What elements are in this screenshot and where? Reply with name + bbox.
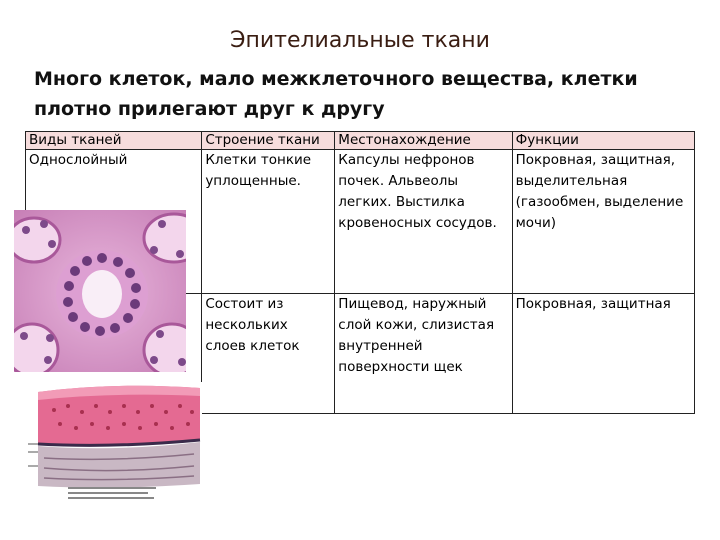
cell-type: Однослойный (26, 150, 202, 294)
lead-text: Много клеток, мало межклеточного вещества, клетки плотно прилегают друг к другу (34, 68, 638, 120)
cell-location: Пищевод, наружный слой кожи, слизистая внутренней поверхности щек (335, 294, 512, 414)
cell-structure: Клетки тонкие уплощенные. (202, 150, 335, 294)
cell-location: Капсулы нефронов почек. Альвеолы легких. Выстилка кровеносных сосудов. (335, 150, 512, 294)
cell-functions: Покровная, защитная, выделительная (газообмен, выделение мочи) (512, 150, 694, 294)
header-cell-functions: Функции (512, 132, 694, 150)
cell-functions: Покровная, защитная (512, 294, 694, 414)
single-layer-epithelium-image (14, 210, 186, 372)
table-header-row (26, 132, 695, 150)
header-cell-type: Виды тканей (26, 132, 202, 150)
micrograph-caption (68, 487, 160, 502)
header-cell-structure: Строение ткани (202, 132, 335, 150)
header-cell-location: Местонахождение (335, 132, 512, 150)
cell-structure: Состоит из нескольких слоев клеток (202, 294, 335, 414)
slide-title: Эпителиальные ткани (230, 28, 490, 53)
